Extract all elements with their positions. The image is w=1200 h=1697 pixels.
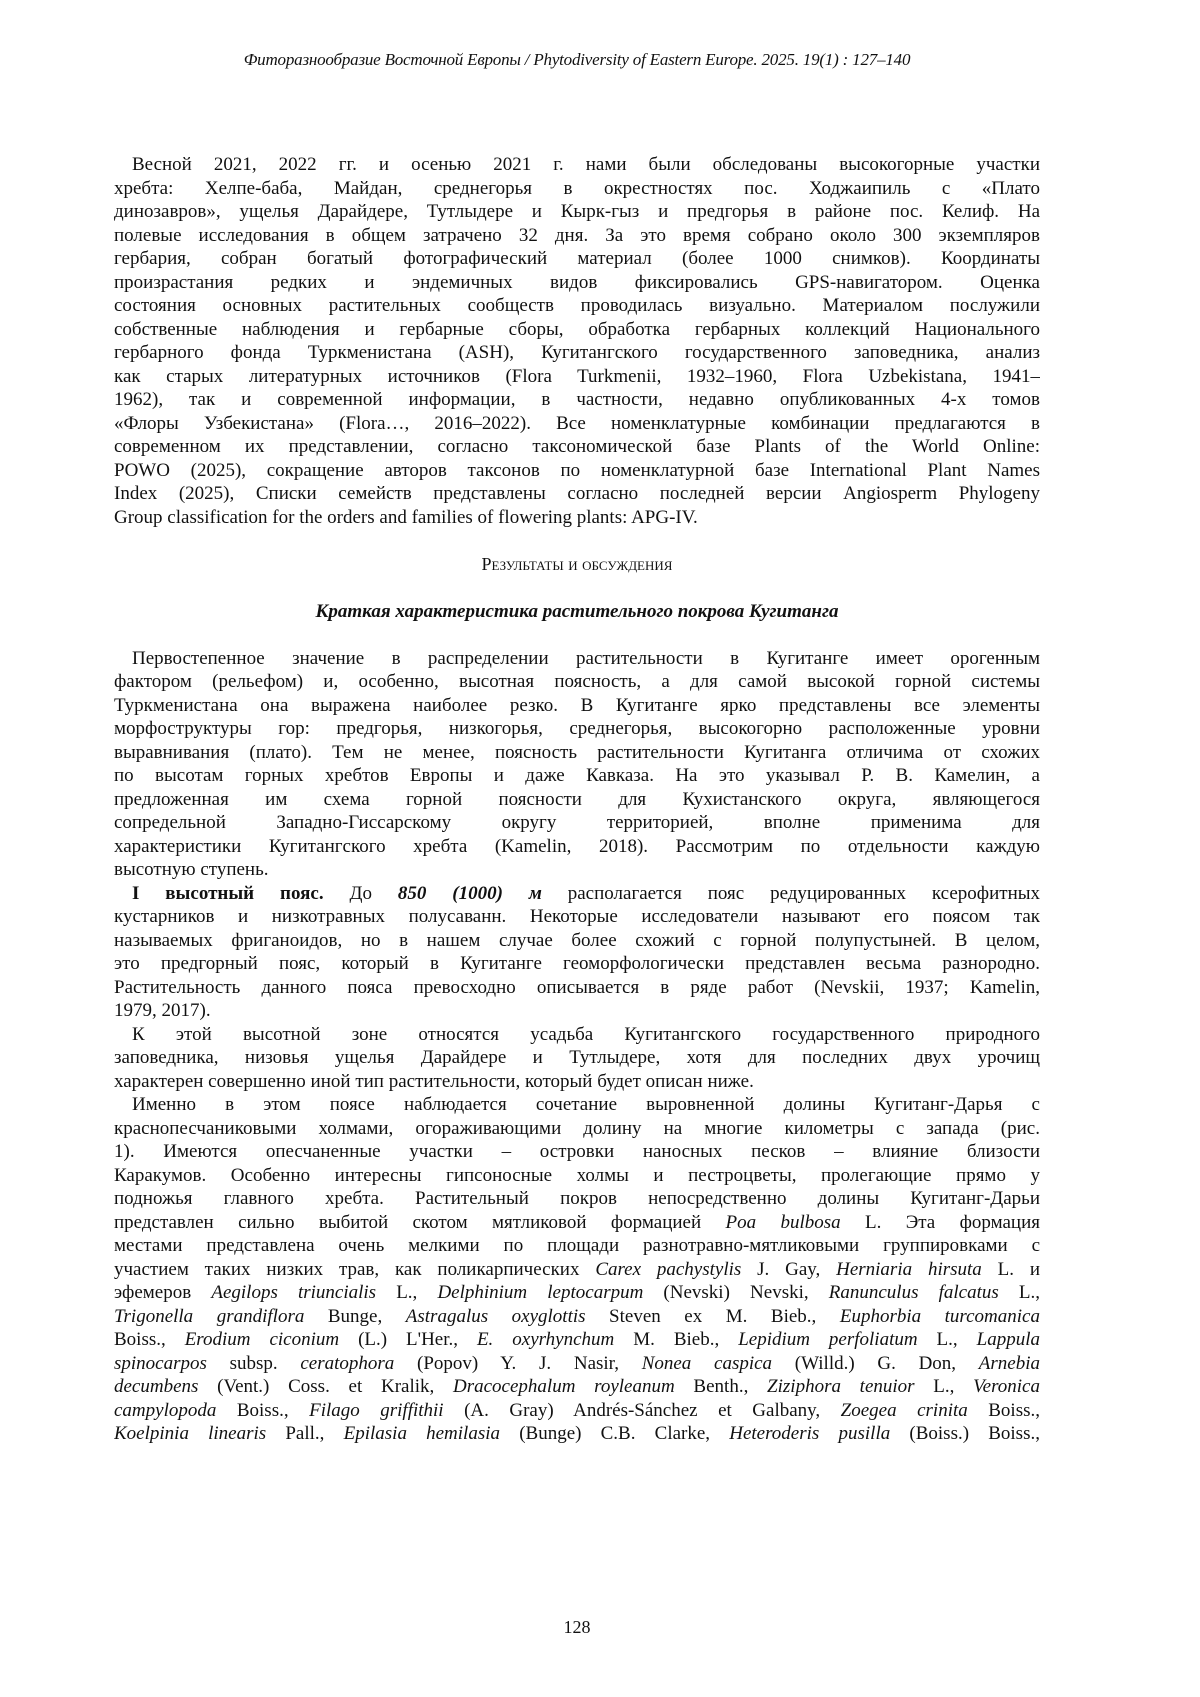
text-run: L.,: [915, 1376, 974, 1397]
text-run: L.,: [999, 1282, 1040, 1303]
text-run: Краткая характеристика растительного покрова Кугитанга: [316, 601, 839, 622]
text-run: собственные наблюдения и гербарные сборы, обработка гербарных коллекций Национального: [114, 319, 1040, 340]
paragraph-first-line: [114, 1093, 1040, 1117]
taxon-name: ceratophora: [300, 1353, 394, 1374]
text-line: [114, 177, 1040, 201]
text-run: высотную ступень.: [114, 859, 269, 880]
text-line: [114, 929, 1040, 953]
text-run: L. и: [982, 1259, 1040, 1280]
blank-line: [114, 529, 1040, 553]
running-head: Фиторазнообразие Восточной Европы / Phytodiversity of Eastern Europe. 2025. 19(1) : 127–140: [0, 50, 1154, 70]
taxon-name: Poa bulbosa: [726, 1212, 841, 1233]
text-line: [114, 670, 1040, 694]
taxon-name: Epilasia hemilasia: [344, 1423, 500, 1444]
text-run: участием таких низких трав, как поликарпических: [114, 1259, 595, 1280]
text-line: [114, 388, 1040, 412]
text-run: гербария, собран богатый фотографический материал (более 1000 снимков). Координаты: [114, 248, 1040, 269]
text-run: 1962), так и современной информации, в частности, недавно опубликованных 4-х томов: [114, 389, 1040, 410]
text-run: (Bunge) C.B. Clarke,: [500, 1423, 729, 1444]
paragraph-first-line: [114, 153, 1040, 177]
text-line: [114, 952, 1040, 976]
text-line: [114, 482, 1040, 506]
text-run: M. Bieb.,: [614, 1329, 738, 1350]
taxon-name: Lappula: [977, 1329, 1040, 1350]
text-line: [114, 1046, 1040, 1070]
text-line: [114, 764, 1040, 788]
text-run: «Флоры Узбекистана» (Flora…, 2016–2022). Все номенклатурные комбинации предлагаются в: [114, 413, 1040, 434]
text-run: Benth.,: [675, 1376, 767, 1397]
taxon-name: Euphorbia turcomanica: [840, 1306, 1040, 1327]
text-run: морфоструктуры гор: предгорья, низкогорья, среднегорья, высокогорно расположенные уровни: [114, 718, 1040, 739]
text-run: полевые исследования в общем затрачено 32 дня. За это время собрано около 300 экземпляров: [114, 225, 1040, 246]
paragraph-last-line: [114, 506, 1040, 530]
taxon-name: Delphinium leptocarpum: [437, 1282, 643, 1303]
text-line: [114, 1211, 1040, 1235]
section-heading: [114, 553, 1040, 577]
text-line: [114, 318, 1040, 342]
taxon-name: decumbens: [114, 1376, 198, 1397]
taxon-name: Zoegea crinita: [841, 1400, 968, 1421]
text-line: [114, 976, 1040, 1000]
text-run: Растительность данного пояса превосходно описывается в ряде работ (Nevskii, 1937; Kamelin,: [114, 977, 1040, 998]
text-run: предложенная им схема горной поясности для Кухистанского округа, являющегося: [114, 789, 1040, 810]
text-line: [114, 1117, 1040, 1141]
text-run: современном их представлении, согласно таксономической базе Plants of the World Online:: [114, 436, 1040, 457]
taxon-name: Ziziphora tenuior: [767, 1376, 915, 1397]
text-run: (Nevski) Nevski,: [643, 1282, 828, 1303]
text-run: subsp.: [207, 1353, 300, 1374]
text-line: [114, 1258, 1040, 1282]
paragraph-first-line: [114, 647, 1040, 671]
text-line: [114, 835, 1040, 859]
taxon-name: Astragalus oxyglottis: [406, 1306, 586, 1327]
taxon-name: Heteroderis pusilla: [729, 1423, 890, 1444]
taxon-name: Lepidium perfoliatum: [738, 1329, 917, 1350]
text-run: L.,: [376, 1282, 437, 1303]
taxon-name: Veronica: [973, 1376, 1040, 1397]
text-line: [114, 788, 1040, 812]
taxon-name: campylopoda: [114, 1400, 216, 1421]
text-line: [114, 247, 1040, 271]
text-run: До: [324, 883, 398, 904]
blank-line: [114, 576, 1040, 600]
text-line: [114, 1305, 1040, 1329]
text-run: 1979, 2017).: [114, 1000, 211, 1021]
text-run: POWO (2025), сокращение авторов таксонов по номенклатурной базе International Plant Names: [114, 460, 1040, 481]
taxon-name: E. oxyrhynchum: [477, 1329, 614, 1350]
text-line: [114, 1164, 1040, 1188]
text-line: [114, 200, 1040, 224]
text-run: по высотам горных хребтов Европы и даже Кавказа. На это указывал Р. В. Камелин, а: [114, 765, 1040, 786]
text-run: Bunge,: [304, 1306, 405, 1327]
taxon-name: Arnebia: [979, 1353, 1040, 1374]
text-run: состояния основных растительных сообществ проводилась визуально. Материалом послужили: [114, 295, 1040, 316]
text-line: [114, 1352, 1040, 1376]
text-run: (Popov) Y. J. Nasir,: [394, 1353, 641, 1374]
page-number: 128: [0, 1617, 1154, 1638]
taxon-name: spinocarpos: [114, 1353, 207, 1374]
text-run: это предгорный пояс, который в Кугитанге геоморфологически представлен весьма разнородно.: [114, 953, 1040, 974]
text-run: L. Эта формация: [841, 1212, 1040, 1233]
paragraph-first-line: [114, 1023, 1040, 1047]
taxon-name: Nonea caspica: [642, 1353, 772, 1374]
taxon-name: Ranunculus falcatus: [829, 1282, 999, 1303]
text-line: [114, 435, 1040, 459]
paragraph-last-line: [114, 1070, 1040, 1094]
emphasis-text: I высотный пояс.: [132, 883, 324, 904]
text-line: [114, 271, 1040, 295]
text-run: характерен совершенно иной тип растительности, который будет описан ниже.: [114, 1071, 754, 1092]
text-run: К этой высотной зоне относятся усадьба Кугитангского государственного природного: [132, 1024, 1040, 1045]
paragraph-last-line: [114, 999, 1040, 1023]
text-run: кустарников и низкотравных полусаванн. Некоторые исследователи называют его поясом так: [114, 906, 1040, 927]
text-line: [114, 1422, 1040, 1446]
text-run: местами представлена очень мелкими по площади разнотравно-мятликовыми группировками с: [114, 1235, 1040, 1256]
text-run: Pall.,: [266, 1423, 343, 1444]
text-run: J. Gay,: [741, 1259, 836, 1280]
article-body: [114, 153, 1040, 1446]
text-line: [114, 694, 1040, 718]
text-run: Каракумов. Особенно интересны гипсоносные холмы и пестроцветы, пролегающие прямо у: [114, 1165, 1040, 1186]
text-run: располагается пояс редуцированных ксерофитных: [542, 883, 1040, 904]
taxon-name: Aegilops triuncialis: [211, 1282, 376, 1303]
text-run: (A. Gray) Andrés-Sánchez et Galbany,: [444, 1400, 841, 1421]
text-run: заповедника, низовья ущелья Дарайдере и Тутлыдере, хотя для последних двух урочищ: [114, 1047, 1040, 1068]
text-run: хребта: Хелпе-баба, Майдан, среднегорья в окрестностях пос. Ходжаипиль с «Плато: [114, 178, 1040, 199]
text-run: (L.) L'Her.,: [339, 1329, 477, 1350]
text-run: Boiss.,: [114, 1329, 185, 1350]
text-line: [114, 459, 1040, 483]
taxon-name: Dracocephalum royleanum: [453, 1376, 675, 1397]
text-run: Boiss.,: [216, 1400, 309, 1421]
text-run: Результаты и обсуждения: [482, 554, 673, 574]
text-run: Первостепенное значение в распределении растительности в Кугитанге имеет орогенным: [132, 648, 1040, 669]
text-line: [114, 811, 1040, 835]
taxon-name: Erodium ciconium: [185, 1329, 339, 1350]
text-run: Именно в этом поясе наблюдается сочетание выровненной долины Кугитанг-Дарья с: [132, 1094, 1040, 1115]
taxon-name: Herniaria hirsuta: [836, 1259, 982, 1280]
text-run: гербарного фонда Туркменистана (ASH), Кугитангского государственного заповедника, анализ: [114, 342, 1040, 363]
text-run: как старых литературных источников (Flora Turkmenii, 1932–1960, Flora Uzbekistana, 1941–: [114, 366, 1040, 387]
text-run: L.,: [918, 1329, 977, 1350]
text-run: Index (2025), Списки семейств представлены согласно последней версии Angiosperm Phylogeny: [114, 483, 1040, 504]
text-line: [114, 341, 1040, 365]
text-run: фактором (рельефом) и, особенно, высотная поясность, а для самой высокой горной системы: [114, 671, 1040, 692]
text-run: представлен сильно выбитой скотом мятликовой формацией: [114, 1212, 726, 1233]
text-run: подножья главного хребта. Растительный покров непосредственно долины Кугитанг-Дарьи: [114, 1188, 1040, 1209]
text-run: краснопесчаниковыми холмами, огораживающими долину на многие километры с запада (рис.: [114, 1118, 1040, 1139]
text-line: [114, 717, 1040, 741]
text-line: [114, 294, 1040, 318]
text-line: [114, 1281, 1040, 1305]
text-line: [114, 1234, 1040, 1258]
taxon-name: Carex pachystylis: [595, 1259, 741, 1280]
text-line: [114, 905, 1040, 929]
text-run: эфемеров: [114, 1282, 211, 1303]
text-run: называемых фриганоидов, но в нашем случае более схожий с горной полупустыней. В целом,: [114, 930, 1040, 951]
text-line: [114, 365, 1040, 389]
emphasis-text: 850 (1000) м: [398, 883, 542, 904]
taxon-name: Filago griffithii: [309, 1400, 444, 1421]
text-run: характеристики Кугитангского хребта (Kamelin, 2018). Рассмотрим по отдельности каждую: [114, 836, 1040, 857]
text-line: [114, 1399, 1040, 1423]
subsection-heading: [114, 600, 1040, 624]
text-line: [114, 1375, 1040, 1399]
text-run: Steven ex M. Bieb.,: [586, 1306, 840, 1327]
text-run: 1). Имеются опесчаненные участки – островки наносных песков – влияние близости: [114, 1141, 1040, 1162]
text-run: (Willd.) G. Don,: [772, 1353, 979, 1374]
taxon-name: Trigonella grandiflora: [114, 1306, 304, 1327]
text-line: [114, 224, 1040, 248]
text-run: динозавров», ущелья Дарайдере, Тутлыдере и Кырк-гыз и предгорья в районе пос. Келиф. На: [114, 201, 1040, 222]
text-run: Туркменистана она выражена наиболее резко. В Кугитанге ярко представлены все элементы: [114, 695, 1040, 716]
text-run: Group classification for the orders and families of flowering plants: APG-IV.: [114, 507, 698, 528]
text-line: [114, 1187, 1040, 1211]
text-run: произрастания редких и эндемичных видов фиксировались GPS-навигатором. Оценка: [114, 272, 1040, 293]
text-run: Весной 2021, 2022 гг. и осенью 2021 г. нами были обследованы высокогорные участки: [132, 154, 1040, 175]
text-run: (Vent.) Coss. et Kralik,: [198, 1376, 453, 1397]
text-line: [114, 741, 1040, 765]
text-run: сопредельной Западно-Гиссарскому округу территорией, вполне применима для: [114, 812, 1040, 833]
text-line: [114, 1140, 1040, 1164]
text-run: Boiss.,: [968, 1400, 1040, 1421]
paragraph-last-line: [114, 858, 1040, 882]
text-line: [114, 412, 1040, 436]
text-run: (Boiss.) Boiss.,: [890, 1423, 1040, 1444]
text-run: выравнивания (плато). Тем не менее, поясность растительности Кугитанга отличима от схожих: [114, 742, 1040, 763]
text-line: [114, 1328, 1040, 1352]
blank-line: [114, 623, 1040, 647]
paragraph-first-line: [114, 882, 1040, 906]
taxon-name: Koelpinia linearis: [114, 1423, 266, 1444]
